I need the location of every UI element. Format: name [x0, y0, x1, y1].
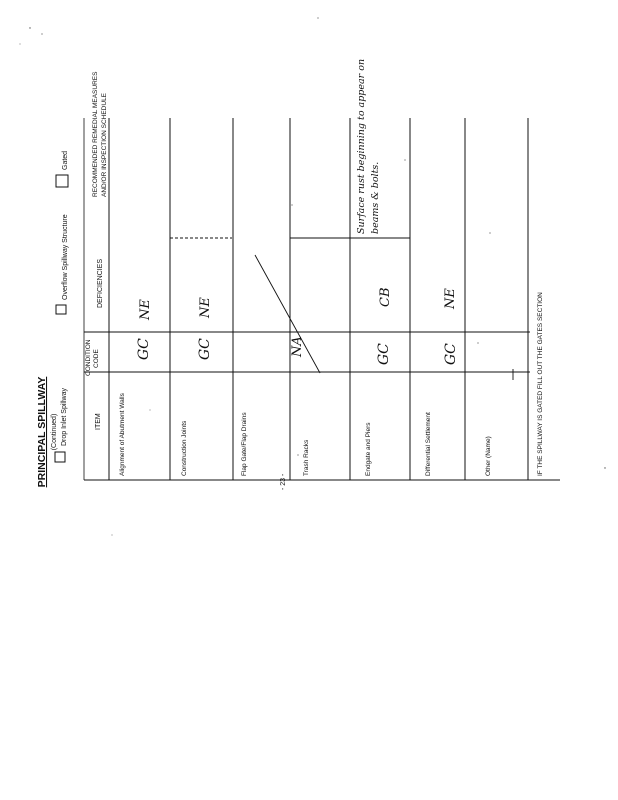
table-grid	[84, 118, 560, 480]
form-title: PRINCIPAL SPILLWAY	[36, 376, 48, 488]
table-footnote: IF THE SPILLWAY IS GATED FILL OUT THE GATES SECTION	[537, 292, 544, 476]
deficiency-code-abutment-walls: NE	[138, 299, 153, 320]
table-header	[85, 71, 108, 430]
na-strike-line	[255, 255, 320, 373]
checkbox-overflow-structure[interactable]	[56, 305, 66, 314]
remedial-note-endgate-line-1: Surface rust beginning to appear on	[356, 58, 367, 234]
column-header-remedial: RECOMMENDED REMEDIAL MEASURES	[92, 71, 99, 197]
checkbox-label-drop-inlet: Drop Inlet Spillway	[61, 388, 68, 446]
condition-code-trash-racks: NA	[290, 336, 305, 357]
form-subtitle: (Continued)	[51, 413, 58, 451]
column-header-remedial-2: AND/OR INSPECTION SCHEDULE	[101, 92, 108, 197]
deficiency-code-construction-joints: NE	[198, 297, 213, 318]
condition-code-endgate-piers: GC	[376, 343, 392, 365]
form-header	[36, 151, 69, 488]
deficiency-code-endgate-piers: CB	[378, 287, 393, 307]
item-label-construction-joints: Construction Joints	[181, 420, 188, 476]
checkbox-label-gated: Gated	[62, 150, 69, 170]
item-label-endgate-piers: Endgate and Piers	[365, 422, 372, 476]
column-header-item: ITEM	[95, 413, 102, 430]
condition-code-abutment-walls: GC	[136, 338, 152, 360]
item-label-trash-racks: Trash Racks	[303, 439, 310, 476]
item-column	[119, 392, 492, 476]
remedial-note-endgate-line-2: beams & bolts.	[370, 161, 381, 234]
item-label-flap-gate: Flap Gate/Flap Drains	[241, 412, 248, 476]
remedial-column	[356, 59, 381, 234]
condition-code-differential-settlement: GC	[443, 343, 459, 365]
condition-code-construction-joints: GC	[197, 338, 213, 360]
checkbox-drop-inlet[interactable]	[55, 452, 65, 462]
column-header-condition-2: CODE	[93, 349, 100, 368]
item-label-other: Other (Name)	[485, 436, 492, 476]
item-label-abutment-walls: Alignment of Abutment Walls	[119, 393, 126, 476]
item-label-differential-settlement: Differential Settlement	[425, 412, 432, 476]
page-number: - 23 -	[280, 473, 287, 490]
column-header-condition: CONDITION	[85, 339, 92, 376]
column-header-deficiencies: DEFICIENCIES	[97, 258, 104, 308]
deficiency-code-differential-settlement: NE	[443, 288, 458, 309]
checkbox-gated[interactable]	[56, 175, 68, 187]
checkbox-label-overflow-structure: Overflow Spillway Structure	[62, 214, 69, 300]
condition-column	[136, 336, 459, 365]
